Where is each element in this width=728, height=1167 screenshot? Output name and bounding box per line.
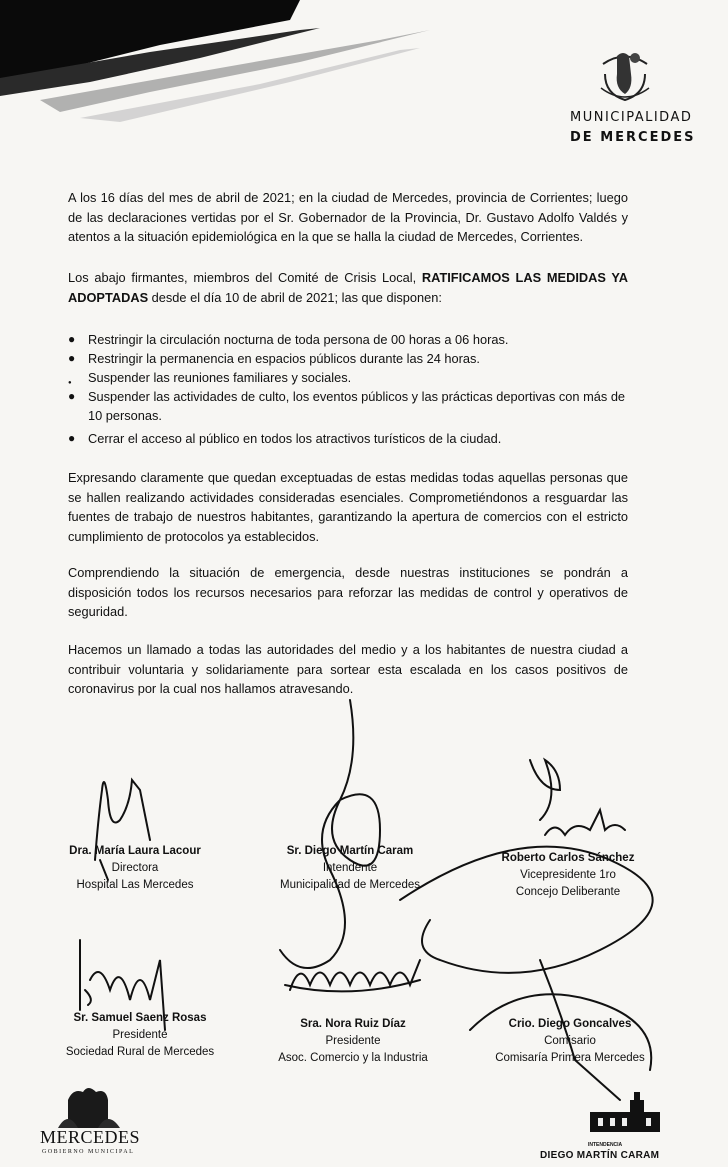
signatory-block (55, 1010, 225, 1061)
municipality-name-line2: DE MERCEDES (570, 130, 696, 145)
mercedes-logo-icon (38, 1080, 138, 1130)
signatory-name: Sr. Samuel Saenz Rosas (73, 1012, 207, 1024)
stamp-title: INTENDENCIA (588, 1142, 623, 1148)
signatory-block (488, 850, 648, 901)
list-item (66, 429, 636, 448)
list-item (66, 368, 636, 387)
list-item (66, 387, 636, 425)
signatory-name: Roberto Carlos Sánchez (501, 852, 635, 864)
measures-list (66, 330, 636, 448)
signatory-role: Presidente (112, 1029, 168, 1041)
signatory-name: Sr. Diego Martín Caram (286, 845, 414, 857)
paragraph-exceptions: Expresando claramente que quedan exceptuadas de estas medidas todas aquellas personas que se hallen realizando actividades consideradas esenciales. Comprometiéndonos a resguardar las fuentes de trabajo de nuestros habitantes, garantizando la apertura de comercios con el estricto cumplimiento de protocolos ya establecidos. (68, 470, 628, 544)
signatory-role: Intendente (322, 862, 378, 874)
signatory-org: Sociedad Rural de Mercedes (65, 1046, 215, 1058)
signatory-org: Hospital Las Mercedes (76, 879, 194, 891)
signatory-name: Crio. Diego Goncalves (508, 1018, 632, 1030)
stamp-name: DIEGO MARTÍN CARAM (540, 1150, 660, 1161)
municipality-emblem-icon (595, 44, 655, 104)
bullet-icon: ● (68, 380, 72, 386)
signatory-name: Dra. María Laura Lacour (69, 845, 201, 857)
measure-text: Restringir la permanencia en espacios públicos durante las 24 horas. (88, 351, 480, 366)
paragraph-ratification (68, 268, 628, 307)
logo-subtitle: GOBIERNO MUNICIPAL (42, 1149, 135, 1155)
ratification-bold: RATIFICAMOS LAS MEDIDAS YA ADOPTADAS (68, 270, 628, 305)
list-item (66, 349, 636, 368)
signatory-org: Asoc. Comercio y la Industria (278, 1052, 428, 1064)
bullet-icon: ● (68, 351, 76, 365)
municipality-name-line1: MUNICIPALIDAD (570, 110, 693, 125)
bullet-icon: ● (68, 389, 76, 403)
measure-text: Suspender las actividades de culto, los eventos públicos y las prácticas deportivas con más de 10 personas. (88, 389, 626, 423)
paragraph-emergency: Comprendiendo la situación de emergencia, desde nuestras instituciones se pondrán a disposición todos los recursos necesarios para reforzar las medidas de control y operativos de seguridad. (68, 565, 628, 619)
ratification-text-end: desde el día 10 de abril de 2021; las que disponen: (148, 289, 442, 305)
measure-text: Cerrar el acceso al público en todos los atractivos turísticos de la ciudad. (88, 431, 502, 446)
signatory-name: Sra. Nora Ruiz Díaz (300, 1018, 406, 1030)
signatory-block (265, 843, 435, 894)
ratification-text-start: Los abajo firmantes, miembros del Comité de Crisis Local, (68, 270, 422, 285)
signatory-role: Presidente (325, 1035, 381, 1047)
signatory-org: Municipalidad de Mercedes (280, 879, 420, 891)
bullet-icon: ● (68, 332, 76, 346)
signatory-org: Comisaría Primera Mercedes (495, 1052, 645, 1064)
signatory-block (55, 843, 215, 894)
list-item (66, 330, 636, 349)
measure-text: Suspender las reuniones familiares y sociales. (88, 370, 352, 385)
logo-title: MERCEDES (40, 1127, 141, 1147)
signatory-role: Vicepresidente 1ro (520, 869, 616, 881)
bullet-icon: ● (68, 431, 76, 445)
signatory-org: Concejo Deliberante (515, 886, 621, 898)
measure-text: Restringir la circulación nocturna de toda persona de 00 horas a 06 horas. (88, 332, 509, 347)
signatory-role: Comisario (544, 1035, 596, 1047)
paragraph-intro: A los 16 días del mes de abril de 2021; en la ciudad de Mercedes, provincia de Corrientes; luego de las declaraciones vertidas por el Sr. Gobernador de la Provincia, Dr. Gustavo Adolfo Valdés y atentos a la situación epidemiológica en la que se halla la ciudad de Mercedes, Corrientes. (68, 190, 628, 244)
signatory-block (485, 1016, 655, 1067)
intendencia-stamp-icon (560, 1090, 680, 1140)
signatory-role: Directora (111, 862, 159, 874)
paragraph-call: Hacemos un llamado a todas las autoridades del medio y a los habitantes de nuestra ciudad a contribuir voluntaria y solidariamente para sortear esta escalada en los casos positivos de coronavirus por la cual nos hallamos atravesando. (68, 642, 628, 696)
signatory-block (268, 1016, 438, 1067)
